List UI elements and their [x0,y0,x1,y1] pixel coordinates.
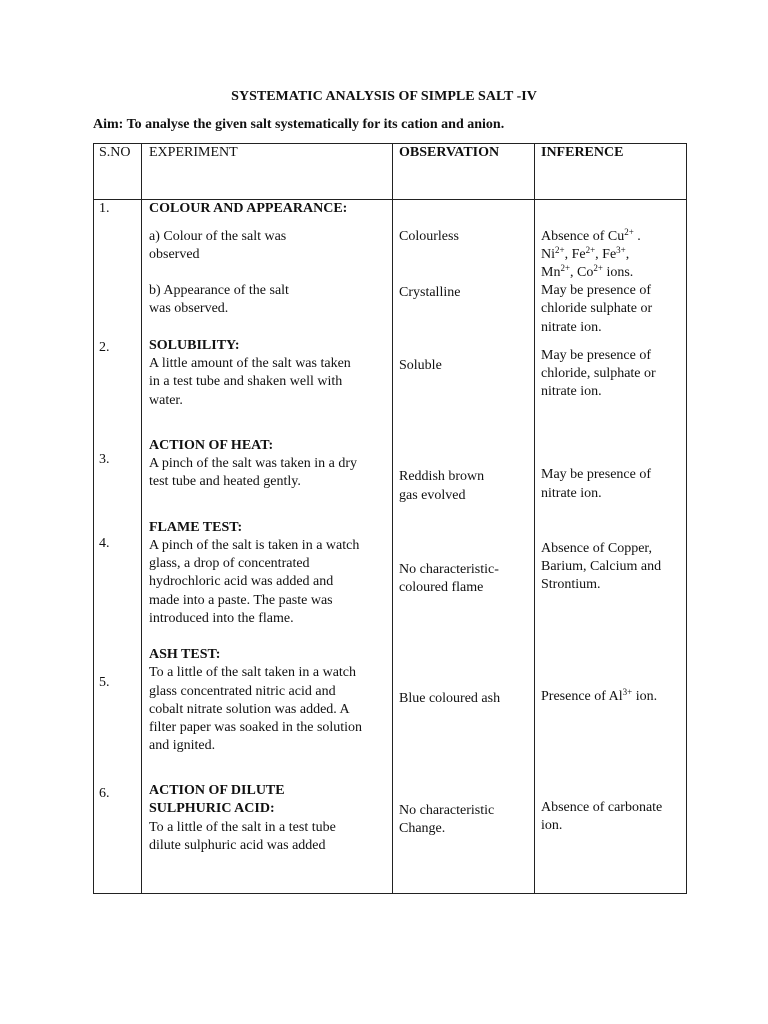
row6-obs-line2: Change. [399,821,446,836]
row2-inf-line1: May be presence of [541,348,652,363]
table-col-divider-1 [141,143,142,894]
row2-heading: SOLUBILITY: [149,338,240,353]
row4-obs-line1: No characteristic- [399,562,499,577]
row6-heading-line2: SULPHURIC ACID: [149,801,275,816]
row4-sno: 4. [99,536,110,551]
row4-exp-line2: glass, a drop of concentrated [149,556,310,571]
row1-inf-a-line2: $Ni^{2+}$, $Fe^{2+}$, $Fe^{3+}$, [541,245,630,262]
row1-sno: 1. [99,201,110,216]
row1-exp-a-line1: a) Colour of the salt was [149,229,287,244]
row5-exp-line4: filter paper was soaked in the solution [149,720,363,735]
header-inference: INFERENCE [541,145,624,160]
row3-obs-line1: Reddish brown [399,469,485,484]
row4-heading: FLAME TEST: [149,520,243,535]
row3-inf-line1: May be presence of [541,467,652,482]
row1-obs-b: Crystalline [399,285,461,300]
row1-inf-b-line2: chloride sulphate or [541,301,653,316]
row5-obs: Blue coloured ash [399,691,501,706]
row1-inf-b-line1: May be presence of [541,283,652,298]
row6-sno: 6. [99,786,110,801]
row5-exp-line3: cobalt nitrate solution was added. A [149,702,350,717]
row5-exp-line1: To a little of the salt taken in a watch [149,665,357,680]
page-title: SYSTEMATIC ANALYSIS OF SIMPLE SALT -IV [231,89,537,104]
row3-inf-line2: nitrate ion. [541,486,602,501]
row4-exp-line4: made into a paste. The paste was [149,593,333,608]
row6-obs-line1: No characteristic [399,803,495,818]
row6-exp-line2: dilute sulphuric acid was added [149,838,326,853]
row4-inf-line2: Barium, Calcium and [541,559,662,574]
row3-obs-line2: gas evolved [399,488,466,503]
row4-exp-line1: A pinch of the salt is taken in a watch [149,538,360,553]
row3-sno: 3. [99,452,110,467]
row2-sno: 2. [99,340,110,355]
row5-sno: 5. [99,675,110,690]
row6-heading-line1: ACTION OF DILUTE [149,783,285,798]
row6-inf-line2: ion. [541,818,563,833]
row1-exp-b-line1: b) Appearance of the salt [149,283,289,298]
row4-obs-line2: coloured flame [399,580,484,595]
row2-exp-line1: A little amount of the salt was taken [149,356,351,371]
row5-exp-line5: and ignited. [149,738,216,753]
row1-heading: COLOUR AND APPEARANCE: [149,201,348,216]
row4-exp-line5: introduced into the flame. [149,611,294,626]
row3-exp-line1: A pinch of the salt was taken in a dry [149,456,358,471]
row3-exp-line2: test tube and heated gently. [149,474,301,489]
row5-inf: Presence of $Al^{3+}$ ion. [541,687,658,704]
row4-exp-line3: hydrochloric acid was added and [149,574,334,589]
row6-inf-line1: Absence of carbonate [541,800,663,815]
row3-heading: ACTION OF HEAT: [149,438,274,453]
row4-inf-line3: Strontium. [541,577,601,592]
row1-inf-b-line3: nitrate ion. [541,320,602,335]
table-border-bottom [93,893,687,894]
row2-inf-line3: nitrate ion. [541,384,602,399]
header-observation: OBSERVATION [399,145,500,160]
header-experiment: EXPERIMENT [149,145,238,160]
table-col-divider-2 [392,143,393,894]
aim-statement: Aim: To analyse the given salt systematically for its cation and anion. [93,117,505,132]
row4-inf-line1: Absence of Copper, [541,541,653,556]
row1-obs-a: Colourless [399,229,459,244]
row1-exp-b-line2: was observed. [149,301,229,316]
row6-exp-line1: To a little of the salt in a test tube [149,820,336,835]
table-border-right [686,143,687,894]
row1-exp-a-line2: observed [149,247,200,262]
header-sno: S.NO [99,145,131,160]
table-col-divider-3 [534,143,535,894]
row5-exp-line2: glass concentrated nitric acid and [149,684,336,699]
row2-obs: Soluble [399,358,442,373]
row2-inf-line2: chloride, sulphate or [541,366,656,381]
row2-exp-line2: in a test tube and shaken well with [149,374,343,389]
row1-inf-a-line3: $Mn^{2+}$, $Co^{2+}$ ions. [541,263,634,280]
row5-heading: ASH TEST: [149,647,221,662]
row2-exp-line3: water. [149,393,183,408]
row1-inf-a-line1: Absence of $Cu^{2+}$ . [541,227,641,244]
table-border-left [93,143,94,894]
